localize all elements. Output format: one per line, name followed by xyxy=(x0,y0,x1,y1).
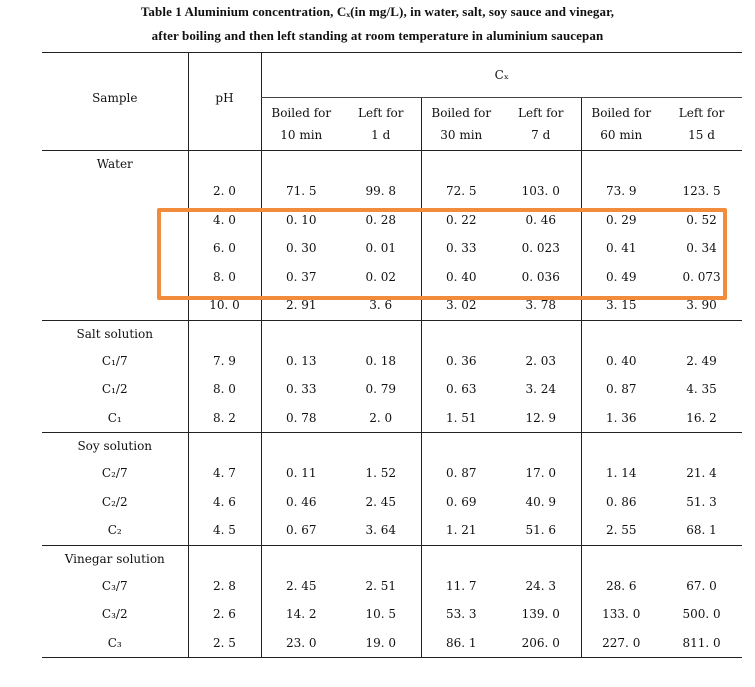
value-cell: 500. 0 xyxy=(682,607,721,622)
value-cell: 3. 15 xyxy=(581,291,661,320)
group-label: Soy solution xyxy=(77,439,153,453)
value-cell: 4. 35 xyxy=(686,382,717,397)
value-cell xyxy=(581,433,661,460)
value-cell xyxy=(261,545,341,572)
highlight-box xyxy=(157,208,727,300)
header-subcol xyxy=(661,98,742,151)
ph-cell: 2. 8 xyxy=(188,572,261,601)
value-cell: 0. 87 xyxy=(421,459,501,488)
value-cell: 133. 0 xyxy=(581,600,661,629)
ph-cell: 2. 6 xyxy=(188,600,261,629)
table-row xyxy=(42,572,742,601)
value-cell: 0. 67 xyxy=(261,516,341,545)
value-cell xyxy=(421,151,501,178)
value-cell: 28. 6 xyxy=(581,572,661,601)
header-subcol xyxy=(341,98,421,151)
table-row xyxy=(42,375,742,404)
ph-cell xyxy=(188,433,261,460)
value-cell: 23. 0 xyxy=(261,629,341,658)
value-cell: 0. 036 xyxy=(521,269,560,284)
sample-cell: C₁/2 xyxy=(101,382,128,397)
value-cell: 139. 0 xyxy=(521,607,560,622)
value-cell xyxy=(261,151,341,178)
value-cell: 0. 49 xyxy=(581,263,661,292)
group-label: Salt solution xyxy=(76,326,153,341)
value-cell: 0. 63 xyxy=(421,375,501,404)
value-cell xyxy=(661,545,742,572)
sample-cell: C₂/2 xyxy=(101,494,128,509)
value-cell: 68. 1 xyxy=(661,516,742,545)
value-cell: 51. 6 xyxy=(501,516,581,545)
value-cell: 123. 5 xyxy=(682,184,721,199)
value-cell: 0. 34 xyxy=(686,241,717,256)
value-cell: 3. 24 xyxy=(525,382,557,397)
value-cell: 86. 1 xyxy=(421,629,501,658)
header-subcol-line1: Boiled for xyxy=(431,106,492,120)
value-cell: 0. 37 xyxy=(261,263,341,292)
ph-cell: 4. 5 xyxy=(188,516,261,545)
ph-cell: 2. 5 xyxy=(188,629,261,658)
sample-cell xyxy=(42,177,188,206)
value-cell: 40. 9 xyxy=(525,494,557,509)
value-cell: 14. 2 xyxy=(261,600,341,629)
value-cell: 0. 36 xyxy=(421,347,501,376)
value-cell: 0. 30 xyxy=(261,234,341,263)
value-cell: 2. 45 xyxy=(365,494,397,509)
value-cell: 0. 28 xyxy=(365,212,397,227)
header-subcol-line1: Left for xyxy=(357,106,404,120)
value-cell: 1. 36 xyxy=(581,404,661,433)
value-cell: 53. 3 xyxy=(421,600,501,629)
value-cell: 2. 55 xyxy=(581,516,661,545)
header-subcol-line1: Boiled for xyxy=(591,106,652,120)
header-sample: Sample xyxy=(42,53,188,151)
ph-cell: 2. 0 xyxy=(188,177,261,206)
value-cell xyxy=(501,433,581,460)
value-cell: 3. 64 xyxy=(341,516,421,545)
value-cell xyxy=(501,320,581,347)
ph-cell: 4. 6 xyxy=(188,488,261,517)
value-cell: 0. 40 xyxy=(581,347,661,376)
value-cell: 21. 4 xyxy=(686,466,717,481)
value-cell xyxy=(581,545,661,572)
value-cell: 0. 41 xyxy=(581,234,661,263)
header-ph: pH xyxy=(188,53,261,151)
value-cell xyxy=(341,545,421,572)
value-cell: 3. 90 xyxy=(661,291,742,320)
value-cell: 0. 11 xyxy=(261,459,341,488)
table-row xyxy=(42,629,742,658)
header-subcol-line1: Left for xyxy=(517,106,564,120)
value-cell xyxy=(661,151,742,178)
header-subcol xyxy=(261,98,341,151)
value-cell xyxy=(261,433,341,460)
aluminium-concentration-table xyxy=(42,52,742,658)
value-cell xyxy=(501,545,581,572)
value-cell: 0. 13 xyxy=(261,347,341,376)
table-row xyxy=(42,347,742,376)
value-cell: 24. 3 xyxy=(525,578,557,593)
header-subcol-line1: Boiled for xyxy=(271,106,332,120)
header-subcol xyxy=(501,98,581,151)
value-cell xyxy=(341,433,421,460)
header-subcol-line2: 30 min xyxy=(440,128,483,142)
value-cell xyxy=(421,545,501,572)
ph-cell xyxy=(188,545,261,572)
ph-cell: 6. 0 xyxy=(188,234,261,263)
value-cell: 0. 52 xyxy=(686,212,717,227)
value-cell: 811. 0 xyxy=(661,629,742,658)
ph-cell: 10. 0 xyxy=(188,291,261,320)
value-cell: 206. 0 xyxy=(501,629,581,658)
value-cell xyxy=(581,151,661,178)
value-cell: 2. 51 xyxy=(365,578,397,593)
value-cell xyxy=(581,320,661,347)
value-cell xyxy=(501,151,581,178)
value-cell: 0. 46 xyxy=(261,488,341,517)
sample-cell: C₂ xyxy=(42,516,188,545)
value-cell: 3. 6 xyxy=(341,291,421,320)
value-cell xyxy=(661,433,742,460)
value-cell: 51. 3 xyxy=(686,494,717,509)
header-subcol-line2: 1 d xyxy=(371,128,391,142)
header-subcol-line2: 60 min xyxy=(600,128,643,142)
value-cell: 0. 29 xyxy=(581,206,661,235)
value-cell: 0. 69 xyxy=(421,488,501,517)
value-cell: 11. 7 xyxy=(421,572,501,601)
value-cell: 0. 40 xyxy=(421,263,501,292)
ph-cell: 8. 2 xyxy=(188,404,261,433)
group-label: Water xyxy=(96,157,133,171)
sample-cell: C₂/7 xyxy=(101,466,128,481)
value-cell: 1. 51 xyxy=(421,404,501,433)
table-caption-line-1: Table 1 Aluminium concentration, Cₓ(in mg/L), in water, salt, soy sauce and vinegar, xyxy=(140,4,615,19)
value-cell: 10. 5 xyxy=(365,607,397,622)
ph-cell xyxy=(188,320,261,347)
table-row xyxy=(42,459,742,488)
table-row xyxy=(42,404,742,433)
ph-cell: 8. 0 xyxy=(188,263,261,292)
value-cell: 0. 02 xyxy=(365,269,397,284)
ph-cell: 8. 0 xyxy=(188,375,261,404)
value-cell: 17. 0 xyxy=(525,466,557,481)
value-cell xyxy=(341,151,421,178)
header-subcol xyxy=(581,98,661,151)
value-cell xyxy=(341,320,421,347)
value-cell: 0. 46 xyxy=(525,212,557,227)
value-cell: 2. 03 xyxy=(525,353,557,368)
sample-cell: C₁/7 xyxy=(101,353,128,368)
value-cell: 2. 45 xyxy=(261,572,341,601)
value-cell: 72. 5 xyxy=(421,177,501,206)
value-cell: 16. 2 xyxy=(661,404,742,433)
value-cell: 0. 79 xyxy=(365,382,397,397)
value-cell: 3. 02 xyxy=(421,291,501,320)
value-cell: 2. 49 xyxy=(686,353,717,368)
value-cell: 1. 14 xyxy=(581,459,661,488)
table-caption-line-2: after boiling and then left standing at room temperature in aluminium saucepan xyxy=(151,28,604,43)
ph-cell: 4. 0 xyxy=(188,206,261,235)
value-cell xyxy=(261,320,341,347)
value-cell: 0. 073 xyxy=(682,269,721,284)
value-cell: 0. 10 xyxy=(261,206,341,235)
value-cell: 0. 78 xyxy=(261,404,341,433)
header-subcol-line2: 15 d xyxy=(688,128,715,142)
value-cell xyxy=(421,320,501,347)
ph-cell: 7. 9 xyxy=(188,347,261,376)
value-cell: 0. 87 xyxy=(581,375,661,404)
value-cell: 0. 023 xyxy=(521,241,560,256)
value-cell: 103. 0 xyxy=(521,184,560,199)
value-cell: 0. 18 xyxy=(365,353,397,368)
value-cell: 0. 33 xyxy=(261,375,341,404)
value-cell xyxy=(661,320,742,347)
ph-cell xyxy=(188,151,261,178)
ph-cell: 4. 7 xyxy=(188,459,261,488)
value-cell: 71. 5 xyxy=(261,177,341,206)
value-cell xyxy=(421,433,501,460)
header-subcol-line2: 10 min xyxy=(280,128,323,142)
value-cell: 0. 01 xyxy=(365,241,397,256)
value-cell: 3. 78 xyxy=(501,291,581,320)
sample-cell: C₃ xyxy=(42,629,188,658)
value-cell: 0. 22 xyxy=(421,206,501,235)
table-row xyxy=(42,516,742,545)
value-cell: 227. 0 xyxy=(581,629,661,658)
sample-cell: C₃/7 xyxy=(101,578,128,593)
table-row xyxy=(42,488,742,517)
sample-cell: C₁ xyxy=(42,404,188,433)
value-cell: 0. 86 xyxy=(581,488,661,517)
table-row xyxy=(42,600,742,629)
value-cell: 12. 9 xyxy=(501,404,581,433)
value-cell: 67. 0 xyxy=(686,578,717,593)
value-cell: 99. 8 xyxy=(365,184,397,199)
value-cell: 73. 9 xyxy=(581,177,661,206)
header-cx: Cₓ xyxy=(261,53,742,98)
group-label: Vinegar solution xyxy=(64,551,165,566)
value-cell: 0. 33 xyxy=(421,234,501,263)
sample-cell: C₃/2 xyxy=(101,607,128,622)
header-subcol xyxy=(421,98,501,151)
header-subcol-line2: 7 d xyxy=(531,128,551,142)
header-subcol-line1: Left for xyxy=(678,106,725,120)
value-cell: 2. 91 xyxy=(261,291,341,320)
value-cell: 1. 52 xyxy=(365,466,397,481)
table-row xyxy=(42,177,742,206)
value-cell: 1. 21 xyxy=(421,516,501,545)
value-cell: 2. 0 xyxy=(341,404,421,433)
value-cell: 19. 0 xyxy=(341,629,421,658)
